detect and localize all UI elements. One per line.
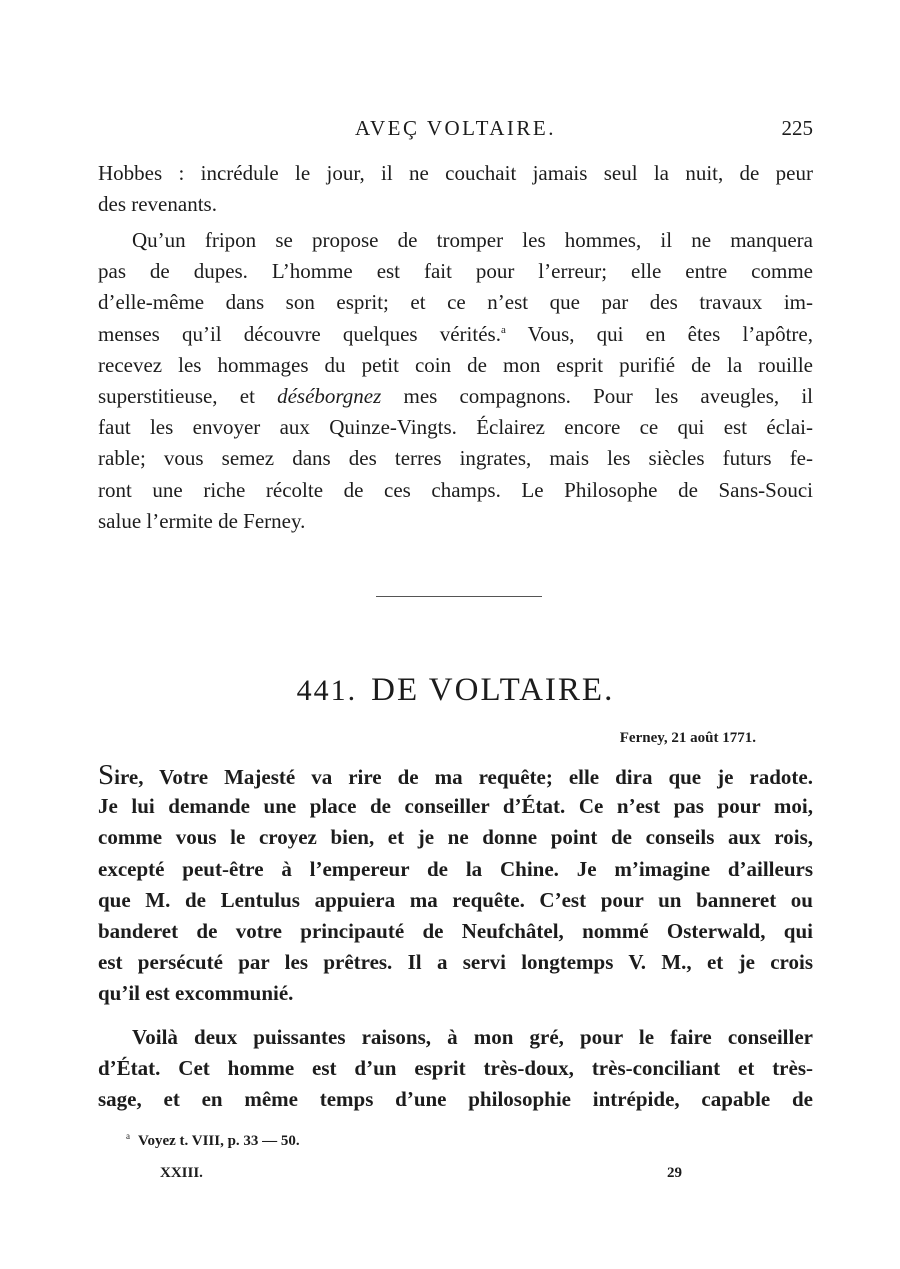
footnote-mark: a (126, 1131, 130, 1141)
section-divider (376, 596, 542, 597)
line-text: menses qu’il découvre quelques vérités. (98, 321, 501, 346)
text-line: Voilà deux puissantes raisons, à mon gré, pour le faire conseiller (132, 1025, 813, 1049)
initial-letter: S (98, 760, 115, 791)
line-text: mes compagnons. Pour les aveugles, il (381, 383, 813, 408)
line-text: superstitieuse, et (98, 383, 278, 408)
text-line: recevez les hommages du petit coin de mon esprit purifié de la rouille (98, 352, 813, 377)
text-line: comme vous le croyez bien, et je ne donne point de conseils aux rois, (98, 825, 813, 850)
letter-title: DE VOLTAIRE. (371, 672, 615, 708)
italic-word: déséborgnez (277, 383, 382, 408)
text-line: Hobbes : incrédule le jour, il ne couchait jamais seul la nuit, de peur (98, 161, 813, 185)
footnote-marker: a (500, 323, 506, 336)
footnote-text: Voyez t. VIII, p. 33 — 50. (138, 1133, 300, 1149)
paragraph-fripon (98, 225, 813, 537)
running-head (98, 116, 813, 148)
text-line: Je lui demande une place de conseiller d’État. Ce n’est pas pour moi, (98, 794, 813, 819)
line-text: Vous, qui en êtes l’apôtre, (505, 321, 813, 346)
text-line: d’elle-même dans son esprit; et ce n’est que par des travaux im- (98, 290, 813, 315)
text-line: rable; vous semez dans des terres ingrates, mais les siècles futurs fe- (98, 446, 813, 471)
letter-number: 441. (296, 674, 358, 707)
text-line: faut les envoyer aux Quinze-Vingts. Éclairez encore ce qui est éclai- (98, 415, 813, 440)
text-line: qu’il est excommunié. (98, 981, 294, 1006)
dateline: Ferney, 21 août 1771. (619, 730, 756, 746)
text-line: que M. de Lentulus appuiera ma requête. C’est pour un banneret ou (98, 887, 813, 912)
text-line: Qu’un fripon se propose de tromper les hommes, il ne manquera (132, 228, 813, 252)
letter-heading (98, 672, 813, 709)
running-head-title: AVEÇ VOLTAIRE. (355, 116, 556, 140)
text-line (98, 760, 813, 791)
text-line: banderet de votre principauté de Neufchâtel, nommé Osterwald, qui (98, 918, 813, 943)
text-line: des revenants. (98, 192, 217, 217)
text-line (98, 319, 813, 350)
text-line: sage, et en même temps d’une philosophie intrépide, capable de (98, 1087, 813, 1112)
text-line: ront une riche récolte de ces champs. Le Philosophe de Sans-Souci (98, 477, 813, 502)
sheet-signature: 29 (667, 1165, 682, 1181)
text-line: pas de dupes. L’homme est fait pour l’erreur; elle entre comme (98, 259, 813, 284)
continuation-paragraph (98, 158, 813, 220)
text-line: est persécuté par les prêtres. Il a servi longtemps V. M., et je crois (98, 950, 813, 975)
text-line: excepté peut-être à l’empereur de la Chine. Je m’imagine d’ailleurs (98, 856, 813, 881)
text-line: d’État. Cet homme est d’un esprit très-doux, très-conciliant et très- (98, 1056, 813, 1081)
footnote (126, 1133, 300, 1150)
letter-paragraph-1 (98, 760, 813, 1010)
volume-signature: XXIII. (160, 1165, 203, 1181)
letter-paragraph-2 (98, 1022, 813, 1116)
text-line: salue l’ermite de Ferney. (98, 508, 306, 533)
page-number: 225 (781, 116, 813, 140)
text-line (98, 381, 813, 412)
line-text: ire, Votre Majesté va rire de ma requête; elle dira que je radote. (114, 765, 813, 789)
